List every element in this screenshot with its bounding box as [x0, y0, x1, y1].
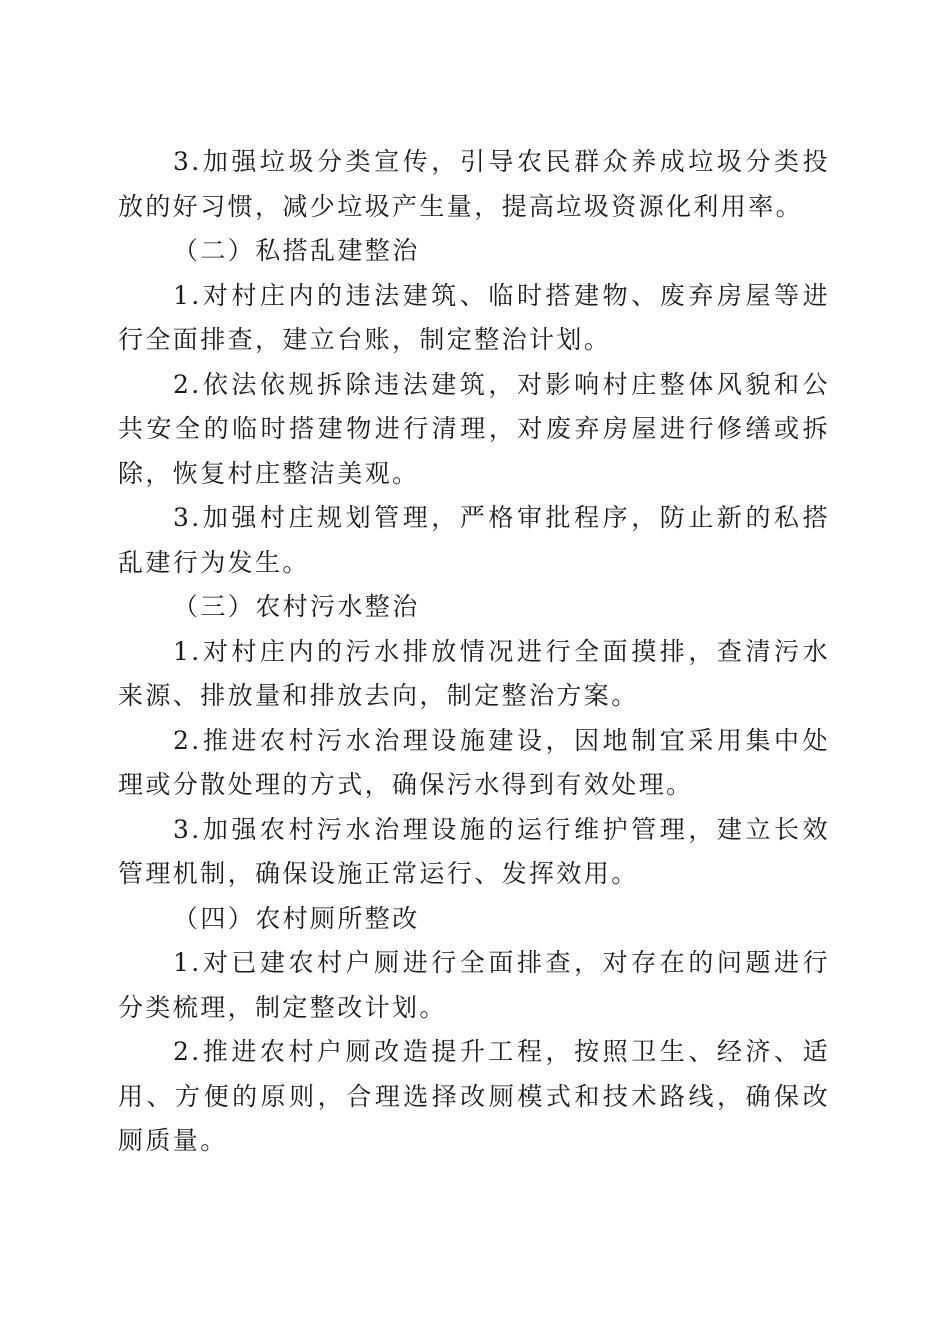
paragraph-planning-management: 3.加强村庄规划管理，严格审批程序，防止新的私搭乱建行为发生。: [118, 503, 830, 577]
paragraph-construction-survey: 1.对村庄内的违法建筑、临时搭建物、废弃房屋等进行全面排查，建立台账，制定整治计划。: [118, 280, 830, 354]
paragraph-sewage-facilities: 2.推进农村污水治理设施建设，因地制宜采用集中处理或分散处理的方式，确保污水得到有效处理。: [118, 725, 830, 799]
section-heading-toilet: （四）农村厕所整改: [173, 903, 420, 933]
section-heading-illegal-construction: （二）私搭乱建整治: [173, 236, 420, 265]
section-heading-sewage: （三）农村污水整治: [173, 592, 420, 621]
document-body: [118, 140, 830, 1164]
paragraph-garbage-publicity: 3.加强垃圾分类宣传，引导农民群众养成垃圾分类投放的好习惯，减少垃圾产生量，提高垃圾资源化利用率。: [118, 147, 830, 221]
paragraph-toilet-upgrade: 2.推进农村户厕改造提升工程，按照卫生、经济、适用、方便的原则，合理选择改厕模式和技术路线，确保改厕质量。: [118, 1037, 830, 1155]
paragraph-sewage-maintenance: 3.加强农村污水治理设施的运行维护管理，建立长效管理机制，确保设施正常运行、发挥效用。: [118, 814, 830, 888]
paragraph-toilet-survey: 1.对已建农村户厕进行全面排查，对存在的问题进行分类梳理，制定整改计划。: [118, 948, 830, 1022]
paragraph-construction-demolition: 2.依法依规拆除违法建筑，对影响村庄整体风貌和公共安全的临时搭建物进行清理，对废弃房屋进行修缮或拆除，恢复村庄整洁美观。: [118, 369, 830, 488]
paragraph-sewage-survey: 1.对村庄内的污水排放情况进行全面摸排，查清污水来源、排放量和排放去向，制定整治方案。: [118, 636, 830, 710]
